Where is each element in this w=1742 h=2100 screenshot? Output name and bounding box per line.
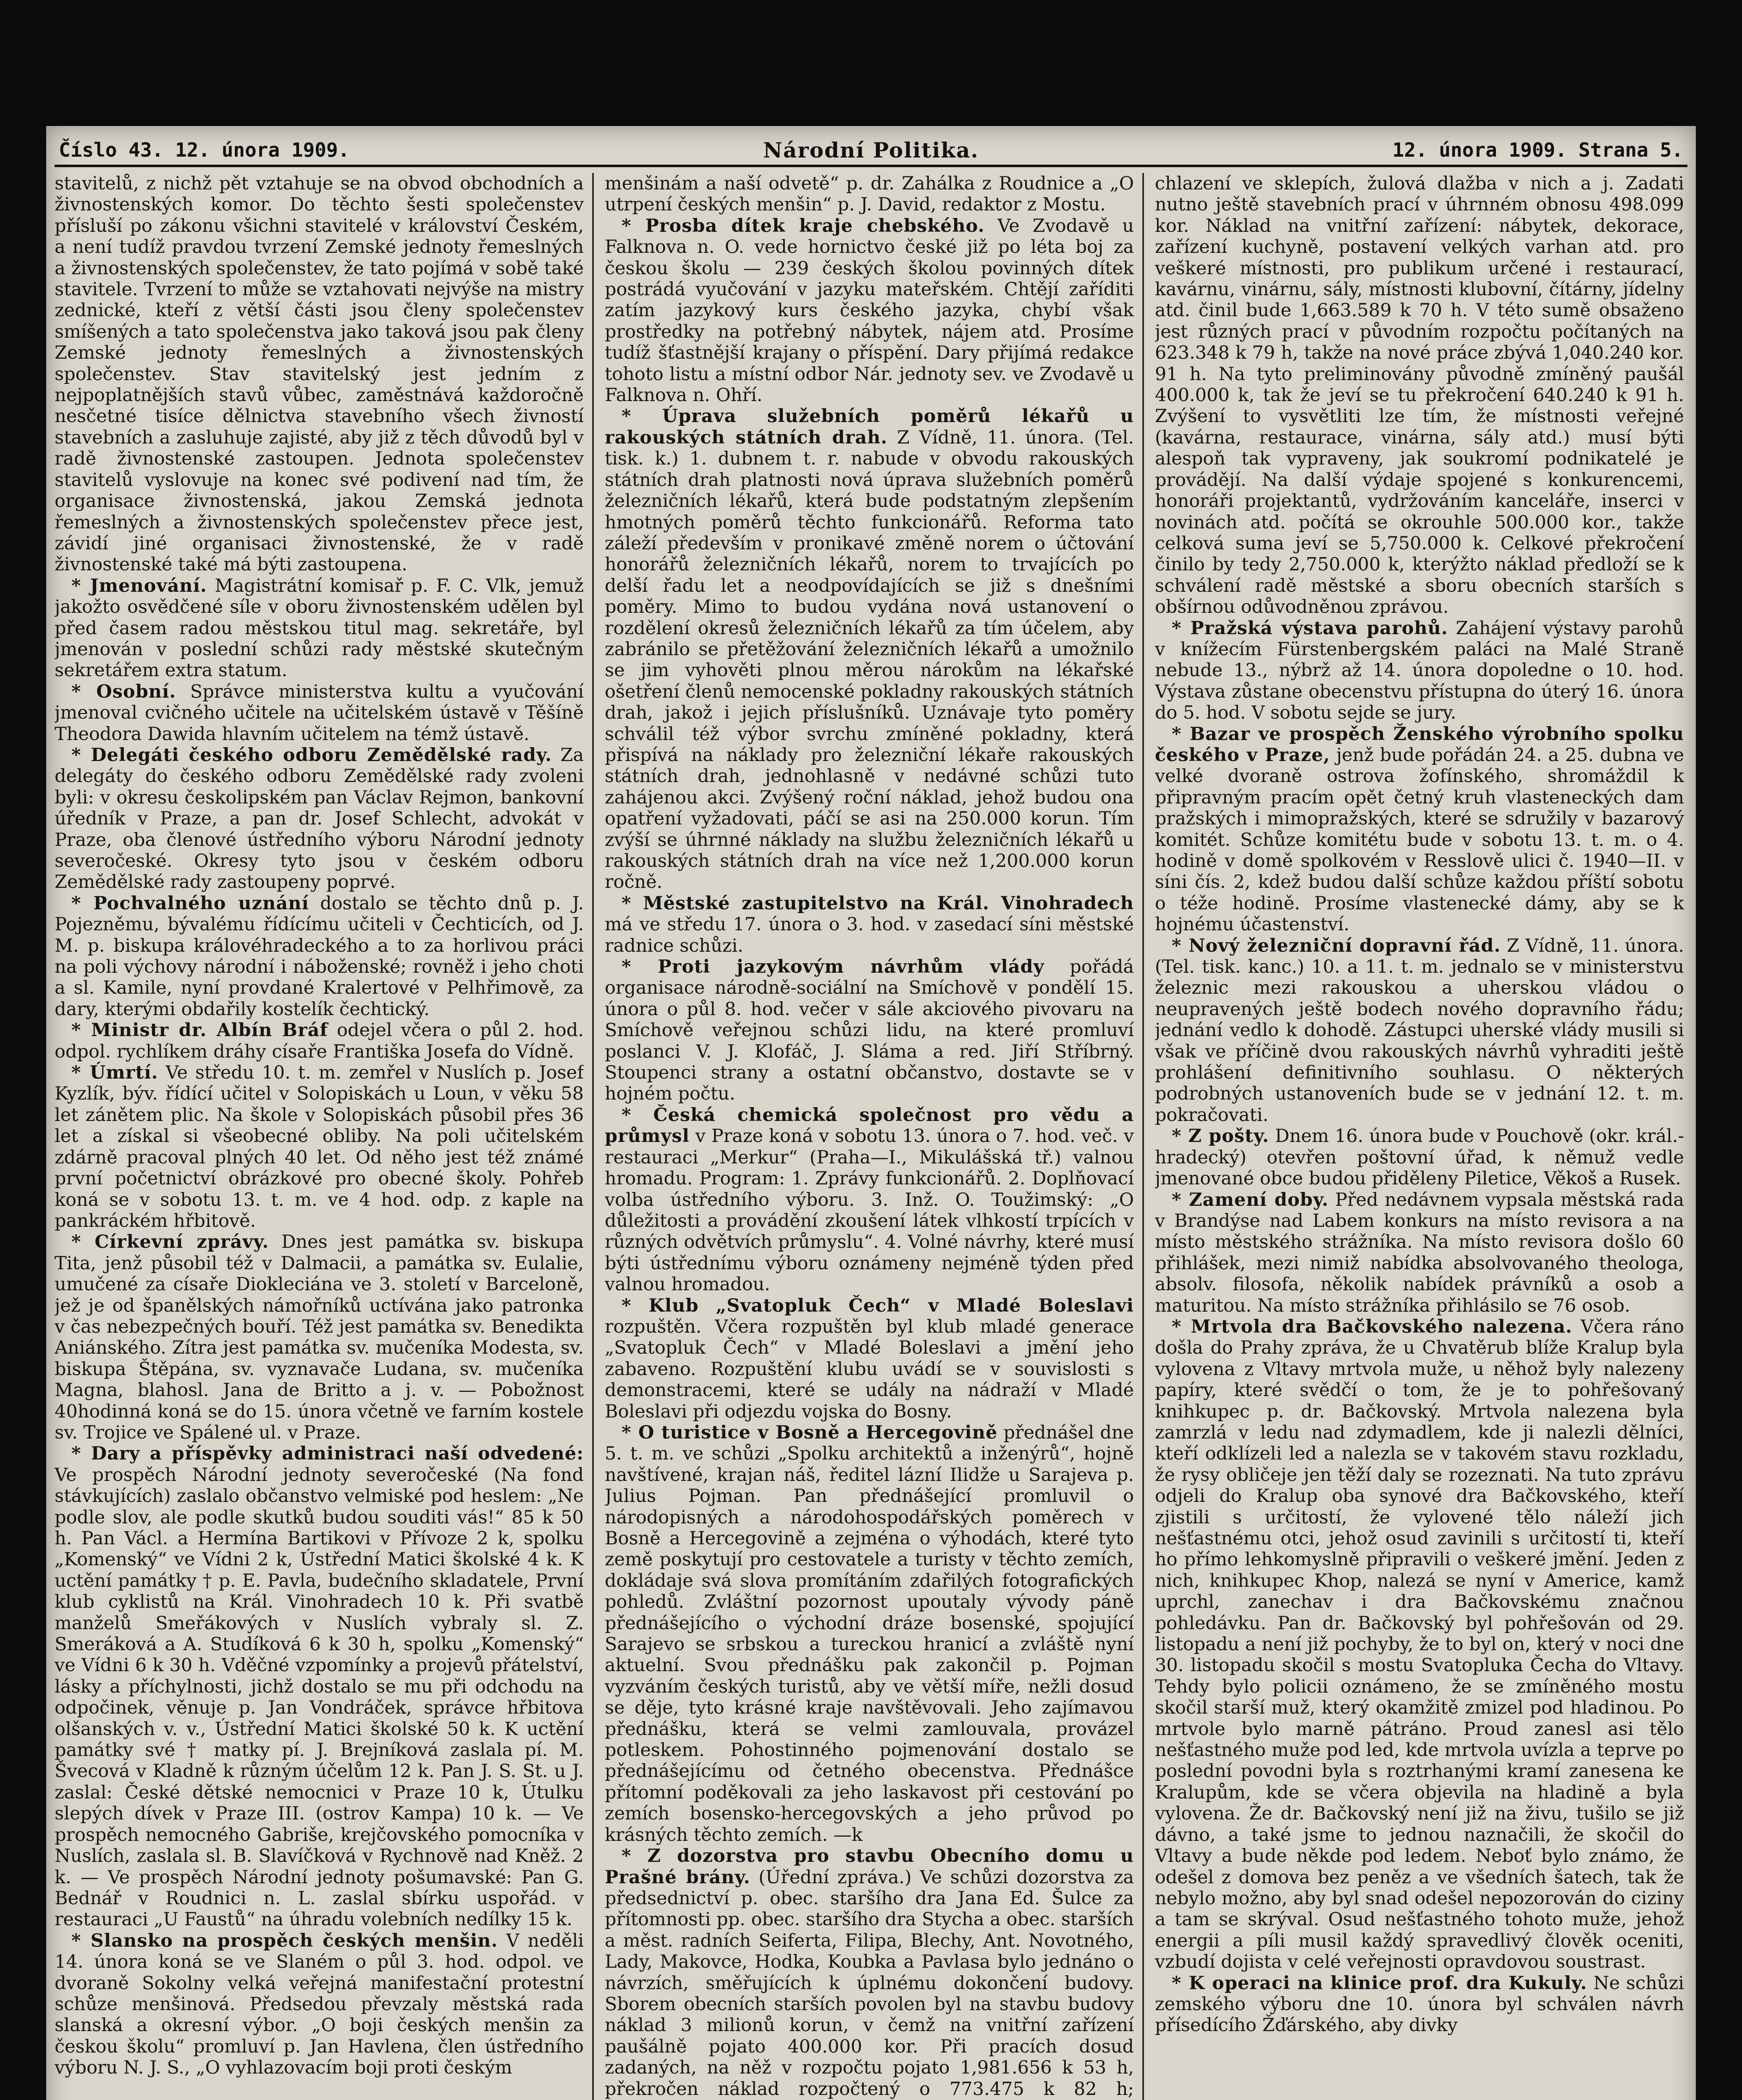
article-text: Z Vídně, 11. února. (Tel. tisk. k.) 1. dubnem t. r. nabude v obvodu rakouských státních drah platnosti nová úprava služebních poměrů železničních lékařů, která bude podstatným zlepšením hmotných poměrů těchto funkcionářů. Reforma tato záleží především v pronikavé změně norem o účtování honorářů železničních lékařů, norem to trvajících po delší řadu let a neodpovídajících se již s dnešními poměry. Mimo to budou vydána nová ustanovení o rozdělení okresů železničních lékařů za tím účelem, aby zabránilo se přetěžování železničních lékařů a umožnilo se jim vyhověti plnou měrou nárokům na lékařské ošetření členů nemocenské pokladny rakouských státních drah, jakož i jejich příslušníků. Uznávaje tyto poměry schválil též výbor svrchu zmíněné pokladny, která přispívá na náklady pro železniční lékaře rakouských státních drah, jednohlasně v nedávné schůzi tuto zahájenou akci. Zvýšený roční náklad, jehož budou ona opatření vyžadovati, páčí se asi na 250.000 korun. Tím zvýší se úhrnné náklady na službu železničních lékařů u rakouských státních drah na více než 1,200.000 korun ročně. — [605, 427, 1134, 893]
article-headline: * Z dozorstva pro stavbu Obecního domu u Prašné brány. — [605, 1845, 1134, 1888]
article-text: přednášel dne 5. t. m. ve schůzi „Spolku architektů a inženýrů“, hojně navštívené, krajan náš, ředitel lázní Ilidže u Sarajeva p. Julius Pojman. Pan přednášející promluvil o národopisných a národohospodářských poměrech v Bosně a Hercegovině a zejména o výhodách, které tyto země poskytují pro cestovatele a turisty v těchto zemích, dokládaje svá slova promítáním zdařilých fotografických pohledů. Zvláštní pozornost upoutaly vývody páně přednášejícího o východní dráze bosenské, spojující Sarajevo se srbskou a tureckou hranicí a zvláště nyní aktuelní. Svou přednášku pak zakončil p. Pojman vyzváním českých turistů, aby ve větší míře, nežli dosud se děje, tyto krásné kraje navštěvovali. Jeho zajímavou přednášku, která se velmi zamlouvala, provázel potleskem. Pohostinného pojmenování dostalo se přednášejícímu od četného obecenstva. Přednášce přítomní poděkovali za jeho laskavost při cestování po zemích bosensko-hercegovských a jeho průvod po krásných těchto zemích. —k — [605, 1422, 1134, 1845]
article-headline: * Církevní zprávy. — [71, 1231, 269, 1253]
article-headline: * Pražská výstava parohů. — [1172, 617, 1448, 639]
column-divider — [592, 173, 594, 2100]
article-paragraph — [605, 406, 1134, 892]
article-headline: * Ministr dr. Albín Bráf — [71, 1020, 328, 1041]
article-headline: * Bazar ve prospěch Ženského výrobního spolku českého v Praze, — [1155, 723, 1684, 766]
article-headline: * Zamení doby. — [1172, 1189, 1329, 1210]
article-headline: * Pochvalného uznání — [71, 892, 309, 914]
article-text: Ve prospěch Národní jednoty severočeské (Na fond stávkujících) zaslalo občanstvo velmiské pod heslem: „Ne podle slov, ale podle skutků budou souditi vás!“ 85 k 50 h. Pan Václ. a Hermína Bartikovi v Přívoze 2 k, spolku „Komenský“ ve Vídni 2 k, Ústřední Matici školské 4 k. K uctění památky † p. E. Pavla, budečního skladatele, První klub cyklistů na Král. Vinohradech 10 k. Při svatbě manželů Smeřákových v Nuslích vybraly sl. Z. Smeráková a A. Studíková 6 k 30 h, spolku „Komenský“ ve Vídni 6 k 30 h. Vděčné vzpomínky a projevů přátelství, lásky a příchylnosti, jichž dostalo se mu při odchodu na odpočinek, věnuje p. Jan Vondráček, správce hřbitova olšanských v. v., Ústřední Matici školské 50 k. K uctění památky své † matky pí. J. Brejníková zaslala pí. M. Švecová v Kladně k různým účelům 12 k. Pan J. S. St. u J. zaslal: České dětské nemocnici v Praze 10 k, Útulku slepých dívek v Praze III. (ostrov Kampa) 10 k. — Ve prospěch nemocného Gabriše, krejčovského pomocníka v Nuslích, zaslala sl. B. Slavíčková v Rychnově nad Kněž. 2 k. — Ve prospěch Národní jednoty pošumavské: Pan G. Bednář v Roudnici n. L. zaslal sbírku uspořád. v restauraci „U Faustů“ na úhradu volebních nedílky 15 k. — [55, 1464, 584, 1930]
article-headline: * K operaci na klinice prof. dra Kukuly. — [1172, 1972, 1587, 1994]
article-paragraph — [55, 893, 584, 1020]
article-text: pořádá organisace národně-sociální na Smíchově v pondělí 15. února o půl 8. hod. večer v sále akciového pivovaru na Smíchově veřejnou schůzi lidu, na které promluví poslanci V. J. Klofáč, J. Sláma a red. Jiří Stříbrný. Stoupenci strany a ostatní občanstvo, dostavte se v hojném počtu. — [605, 956, 1134, 1105]
article-headline: * Z pošty. — [1172, 1126, 1269, 1147]
article-paragraph — [605, 173, 1134, 215]
article-paragraph — [55, 1062, 584, 1231]
article-headline: * Úmrtí. — [71, 1062, 158, 1084]
article-paragraph — [1155, 1126, 1684, 1189]
article-paragraph — [605, 1422, 1134, 1845]
column-3 — [1155, 173, 1684, 2100]
article-paragraph — [55, 1020, 584, 1062]
article-headline: * Mrtvola dra Bačkovského nalezena. — [1172, 1316, 1572, 1337]
article-text: (Úřední zpráva.) Ve schůzi dozorstva za předsednictví p. obec. staršího dra Jana Ed. Šulce za přítomnosti pp. obec. staršího dra Stycha a obec. starších a měst. radních Seiferta, Filipa, Blechy, Ant. Novotného, Lady, Makovce, Hodka, Koubka a Pavlasa bylo jednáno o návrzích, směřujících k úplnému dokončení budovy. Sborem obecních starších povolen byl na stavbu budovy náklad 3 milionů korun, v čemž na vnitřní zařízení paušálně pojato 400.000 kor. Při pracích dosud zadaných, na něž v rozpočtu pojato 1,981.656 k 53 h, překročen náklad rozpočtený o 773.475 k 82 h; — [605, 1866, 1134, 2100]
article-headline: * Česká chemická společnost pro vědu a průmysl — [605, 1104, 1134, 1147]
article-paragraph — [605, 1845, 1134, 2100]
article-text: Ve Zvodavě u Falknova n. O. vede hornictvo české již po léta boj za českou školu — 239 českých školou povinných dítek postrádá vyučování v jazyku mateřském. Chtějí zaříditi zatím jazykový kurs českého jazyka, chybí však prostředky na potřebný nábytek, nájem atd. Prosíme tudíž šťastnější krajany o příspění. Dary přijímá redakce tohoto listu a místní odbor Nár. jednoty sev. ve Zvodavě u Falknova n. Ohří. — [605, 215, 1134, 406]
article-paragraph — [1155, 173, 1684, 618]
article-text: chlazení ve sklepích, žulová dlažba v nich a j. Zadati nutno ještě stavebních prací v úhrnném obnosu 498.099 kor. Náklad na vnitřní zařízení: nábytek, dekorace, zařízení kuchyně, postavení velkých varhan atd. pro veškeré místnosti, pro publikum určené i restaurací, kavárnu, vinárnu, sály, místnosti klubovní, čítárny, jídelny atd. činil bude 1,663.589 k 70 h. V této sumě obsaženo jest různých prací v původním rozpočtu počítaných na 623.348 k 79 h, takže na nové práce zbývá 1,040.240 kor. 91 h. Na tyto preliminovány původně zmíněný paušál 400.000 k, tak že jeví se tu překročení 640.240 k 91 h. Zvýšení to vysvětliti lze tím, že místnosti veřejné (kavárna, restaurace, vinárna, sály atd.) musí býti alespoň tak vypraveny, jak soukromí podnikatelé je provádějí. Na další výdaje spojené s konkurencemi, honoráři projektantů, vydržováním kanceláře, inserci v novinách atd. počítá se okrouhle 500.000 kor., takže celková suma jeví se 5,750.000 k. Celkové překročení činilo by tedy 2,750.000 k, kterýžto náklad předloží se k schválení radě městské a sboru obecních starších s obšírnou odůvodněnou zprávou. — [1155, 173, 1684, 618]
article-headline: * Slansko na prospěch českých menšin. — [71, 1930, 498, 1951]
article-text: Zahájení výstavy parohů v knížecím Fürstenbergském paláci na Malé Straně nebude 13., nýbrž až 14. února dopoledne o 10. hod. Výstava zůstane obecenstvu přístupna do úterý 16. února do 5. hod. V sobotu sejde se jury. — [1155, 617, 1684, 724]
article-paragraph — [1155, 1316, 1684, 1973]
issue-number: Číslo 43. 12. února 1909. — [59, 139, 350, 161]
newspaper-title: Národní Politika. — [763, 138, 979, 163]
article-headline: * Prosba dítek kraje chebského. — [622, 215, 985, 236]
article-paragraph — [55, 745, 584, 893]
article-text: dostalo se těchto dnů p. J. Pojezněmu, bývalému řídícímu učiteli v Čechticích, od J. M. p. biskupa královéhradeckého a to za horlivou práci na poli výchovy národní i náboženské; rovněž i jeho choti a sl. Kamile, nyní provdané Kralertové v Pelhřimově, za dary, kterými obdařily kostelík čechtický. — [55, 892, 584, 1020]
article-headline: * O turistice v Bosně a Hercegovině — [622, 1422, 998, 1443]
article-text: odejel včera o půl 2. hod. odpol. rychlíkem dráhy císaře Františka Josefa do Vídně. — [55, 1020, 584, 1062]
article-text: Za delegáty do českého odboru Zemědělské rady zvoleni byli: v okresu českolipském pan Václav Rejmon, bankovní úředník v Praze, a pan dr. Josef Schlecht, advokát v Praze, oba členové ústředního výboru Národní jednoty severočeské. Okresy tyto jsou v českém odboru Zemědělské rady zastoupeny poprvé. — [55, 744, 584, 893]
article-text: Dnes jest památka sv. biskupa Tita, jenž působil též v Dalmacii, a památka sv. Eulalie, umučené za císaře Diokleciána ve 3. století v Barceloně, jež je od španělských námořníků uctívána jako patronka v čas nebezpečných bouří. Též jest památka sv. Benedikta Aniánského. Zítra jest památka sv. mučeníka Modesta, sv. biskupa Štěpána, sv. vyznavače Ludana, sv. mučeníka Magna, blahosl. Jana de Britto a j. v. — Pobožnost 40hodinná koná se do 15. února včetně ve farním kostele sv. Trojice ve Spálené ul. v Praze. — [55, 1231, 584, 1443]
article-text: v Praze koná v sobotu 13. února o 7. hod. več. v restauraci „Merkur“ (Praha—I., Mikulášská tř.) valnou hromadu. Program: 1. Zprávy funkcionářů. 2. Doplňovací volba ústředního výboru. 3. Inž. O. Toužimský: „O důležitosti a provádění zkoušení látek vlhkostí trpících v různých odvětvích průmyslu“. 4. Volné návrhy, které musí býti ústřednímu výboru oznámeny nejméně týden před valnou hromadou. — [605, 1126, 1134, 1295]
article-paragraph — [1155, 724, 1684, 935]
article-text: Ve středu 10. t. m. zemřel v Nuslích p. Josef Kyzlík, býv. řídící učitel v Solopiskách u Loun, v věku 58 let zánětem plic. Na škole v Solopiskách působil přes 36 let a získal si všeobecné obliby. Na poli učitelském zdárně pracoval plných 40 let. Od něho jest též známé první početnictví obrázkové pro obecné školy. Pohřeb koná se v sobotu 13. t. m. ve 4 hod. odp. z kaple na pankráckém hřbitově. — [55, 1062, 584, 1231]
article-text: rozpuštěn. Včera rozpuštěn byl klub mladé generace „Svatopluk Čech“ v Mladé Boleslavi a jmění jeho zabaveno. Rozpuštění klubu uvádí se v souvislosti s demonstracemi, které se udály na nádraží v Mladé Boleslavi při odjezdu vojska do Bosny. — [605, 1316, 1134, 1422]
article-paragraph — [605, 1105, 1134, 1295]
article-headline: * Osobní. — [71, 681, 176, 702]
article-paragraph — [1155, 935, 1684, 1126]
newspaper-page — [46, 126, 1696, 2100]
article-paragraph — [55, 1231, 584, 1443]
article-headline: * Delegáti českého odboru Zemědělské rady. — [71, 744, 552, 766]
article-headline: * Dary a příspěvky administraci naší odvedené: — [71, 1443, 584, 1465]
article-headline: * Městské zastupitelstvo na Král. Vinohradech — [622, 892, 1134, 914]
article-paragraph — [55, 1930, 584, 2079]
article-headline: * Proti jazykovým návrhům vlády — [622, 956, 1044, 978]
article-text: Včera ráno došla do Prahy zpráva, že u Chvatěrub blíže Kralup byla vylovena z Vltavy mrtvola muže, u něhož byly nalezeny papíry, které svědčí o tom, že je to pohřešovaný knihkupec p. dr. Bačkovský. Mrtvola nalezena byla zamrzlá v ledu nad zdymadlem, kde ji nalezli dělníci, kteří odklízeli led a nalezla se v takovém stavu rozkladu, že rysy obličeje jen těží daly se rozeznati. Na tuto zprávu odjeli do Kralup oba synové dra Bačkovského, kteří zjistili s určitostí, že vylovené tělo náleží jich nešťastnému otci, jehož osud zavinili s určitostí ti, kteří ho přímo lehkomyslně připravili o veškeré jmění. Jeden z nich, knihkupec Khop, nalezá se nyní v Americe, kamž uprchl, zanechav i dra Bačkovskému značnou pohledávku. Pan dr. Bačkovský byl pohřešován od 29. listopadu a není již pochyby, že to byl on, který v noci dne 30. listopadu skočil s mostu Svatopluka Čecha do Vltavy. Tehdy bylo policii oznámeno, že se zmíněného mostu skočil starší muž, který okamžitě zmizel pod hladinou. Po mrtvole bylo marně pátráno. Proud zanesl asi tělo nešťastného muže pod led, kde mrtvola uvízla a teprve po poslední povodni byla s roztrhanými kramí zanesena ke Kralupům, kde se včera objevila na hladině a byla vylovena. Že dr. Bačkovský není již na živu, tušilo se již dávno, a také jsme to jednou naznačili, že skočil do Vltavy a bude někde pod ledem. Neboť bylo známo, že odešel z domova bez peněz a ve všedních šatech, tak že nebylo možno, aby byl snad odešel nepozorován do ciziny a tam se skrýval. Osud nešťastného tohoto muže, jehož energii a píli musil každý spravedlivý člověk oceniti, vzbudí dojista v celé veřejnosti opravdovou soustrast. — [1155, 1316, 1684, 1973]
article-text: Magistrátní komisař p. F. C. Vlk, jemuž jakožto osvědčené síle v oboru živnostenském udělen byl před časem radou městskou titul mag. sekretáře, byl jmenován v poslední schůzi rady městské skutečným sekretářem extra statum. — [55, 575, 584, 681]
article-text: Dnem 16. února bude v Pouchově (okr. král.-hradecký) otevřen poštovní úřad, k němuž vedle jmenované obce budou přiděleny Piletice, Věkoš a Rusek. — [1155, 1126, 1684, 1189]
article-text: Z Vídně, 11. února. (Tel. tisk. kanc.) 10. a 11. t. m. jednalo se v ministerstvu železnic mezi rakouskou a uherskou vládou o neupravených ještě bodech nového dopravního řádu; jednání vedlo k dohodě. Zástupci uherské vlády musili si však ve příčině dvou rakouských návrhů vyhraditi ještě prohlášení definitivního souhlasu. O některých podrobných ustanoveních bude se v jednání 12. t. m. pokračovati. — [1155, 935, 1684, 1126]
article-text: Ne schůzi zemského výboru dne 10. února byl schválen návrh přísedícího Žďárského, aby divky — [1155, 1972, 1684, 2036]
article-text: menšinám a naší odvetě“ p. dr. Zahálka z Roudnice a „O utrpení českých menšin“ p. J. David, redaktor z Mostu. — [605, 173, 1134, 215]
article-text: Správce ministerstva kultu a vyučování jmenoval cvičného učitele na učitelském ústavě v Těšíně Theodora Dawida hlavním učitelem na témž ústavě. — [55, 681, 584, 745]
article-headline: * Jmenování. — [71, 575, 207, 596]
article-text: Před nedávnem vypsala městská rada v Brandýse nad Labem konkurs na místo revisora a na místo městského strážníka. Na místo revisora došlo 60 přihlášek, mezi nimiž nabídka absolvovaného theologa, absolv. filosofa, několik nabídek právníků a osob a maturitou. Na místo strážníka přihlásilo se 76 osob. — [1155, 1189, 1684, 1316]
page-header — [55, 135, 1687, 167]
article-paragraph — [1155, 1973, 1684, 2036]
article-paragraph — [605, 1295, 1134, 1422]
column-divider — [1142, 173, 1144, 2100]
article-headline: * Úprava služebních poměrů lékařů u rakouských státních drah. — [605, 406, 1134, 448]
column-2 — [605, 173, 1134, 2100]
article-paragraph — [1155, 618, 1684, 724]
column-1 — [55, 173, 584, 2100]
article-paragraph — [55, 173, 584, 575]
article-text: jenž bude pořádán 24. a 25. dubna ve velké dvoraně ostrova žofínského, shromáždil k připravným pracím opět četný kruh vlasteneckých dam pražských i mimopražských, které se sdružily v bazarový komitét. Schůze komitétu bude v sobotu 13. t. m. o 4. hodině v domě spolkovém v Resslově ulici č. 1940—II. v síni čís. 2, kdež budou další schůze každou příští sobotu o téže hodině. Prosíme vlastenecké dámy, aby se k hojnému účastenství. — [1155, 744, 1684, 935]
article-paragraph — [55, 681, 584, 745]
article-text: má ve středu 17. února o 3. hod. v zasedací síni městské radnice schůzi. — [605, 914, 1134, 956]
article-paragraph — [55, 1443, 584, 1930]
article-headline: * Klub „Svatopluk Čech“ v Mladé Boleslavi — [622, 1295, 1134, 1316]
article-paragraph — [605, 956, 1134, 1105]
article-paragraph — [605, 215, 1134, 406]
article-paragraph — [55, 575, 584, 681]
article-paragraph — [605, 893, 1134, 956]
article-text: V neděli 14. února koná se ve Slaném o půl 3. hod. odpol. ve dvoraně Sokolny velká veřejná manifestační protestní schůze menšinová. Předsedou převzaly městská rada slanská a okresní výbor. „O boji českých menšin za českou školu“ promluví p. Jan Havlena, člen ústředního výboru N. J. S., „O vyhlazovacím boji proti českým — [55, 1930, 584, 2079]
article-headline: * Nový železniční dopravní řád. — [1172, 935, 1501, 956]
date-and-page: 12. února 1909. Strana 5. — [1392, 139, 1683, 161]
article-text: stavitelů, z nichž pět vztahuje se na obvod obchodních a živnostenských komor. Do těchto šesti společenstev přísluší po zákonu všichni stavitelé v království Českém, a není tudíž pravdou tvrzení Zemské jednoty řemeslných a živnostenských společenstev, že tato pojímá v sobě také stavitele. Tvrzení to může se vztahovati nejvýše na mistry zednické, kteří z větší části jsou členy společenstev smíšených a tato společenstva jako taková jsou pak členy Zemské jednoty řemeslných a živnostenských společenstev. Stav stavitelský jest jedním z nejpoplatnějších stavů vůbec, zaměstnává každoročně nesčetné tisíce dělnictva stavebního všech živností stavebních a zasluhuje zajisté, aby již z těch důvodů byl v radě živnostenské zastoupen. Jednota společenstev stavitelů vyslovuje na konec své podivení nad tím, že organisace živnostenská, jakou Zemská jednota řemeslných a živnostenských společenstev přece jest, závidí jiné organisaci živnostenské, že v radě živnostenské také má býti zastoupena. — [55, 173, 584, 575]
article-paragraph — [1155, 1189, 1684, 1316]
